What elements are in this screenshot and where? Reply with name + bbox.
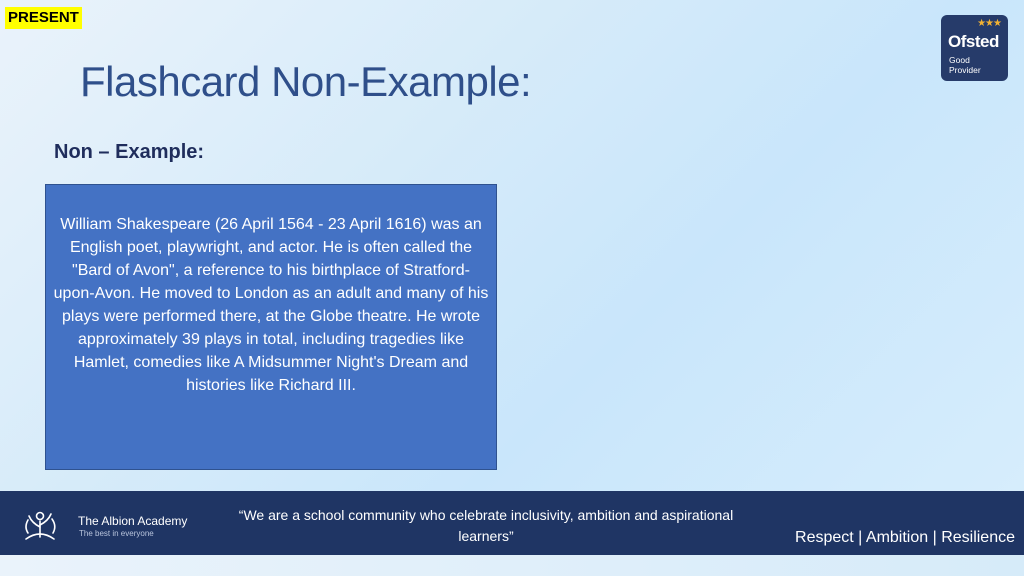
bottom-strip <box>0 555 1024 576</box>
ofsted-brand: Ofsted <box>948 32 999 51</box>
stars-icon: ★★★ <box>977 18 1001 29</box>
flashcard-text: William Shakespeare (26 April 1564 - 23 April 1616) was an English poet, playwright, and actor. He is often called the "Bard of Avon", a reference to his birthplace of Stratford-upon-Avon. He moved to London as an adult and many of his plays were performed there, at the Globe theatre. He wrote approximately 39 plays in total, including tragedies like Hamlet, comedies like A Midsummer Night's Dream and histories like Richard III. <box>53 216 489 394</box>
section-subtitle: Non – Example: <box>54 141 205 163</box>
school-quote: “We are a school community who celebrate inclusivity, ambition and aspirational learners” <box>238 507 734 544</box>
slide-title: Flashcard Non-Example: <box>80 58 532 105</box>
present-tag: PRESENT <box>5 7 82 29</box>
school-values: Respect | Ambition | Resilience <box>795 529 1015 546</box>
academy-logo-icon <box>20 507 60 545</box>
flashcard <box>45 184 497 470</box>
ofsted-rating-line2: Provider <box>949 65 981 75</box>
academy-name: The Albion Academy <box>78 514 188 528</box>
footer-bar <box>0 491 1024 555</box>
academy-tagline: The best in everyone <box>79 529 154 538</box>
ofsted-rating-line1: Good <box>949 55 970 65</box>
ofsted-badge <box>941 15 1008 81</box>
